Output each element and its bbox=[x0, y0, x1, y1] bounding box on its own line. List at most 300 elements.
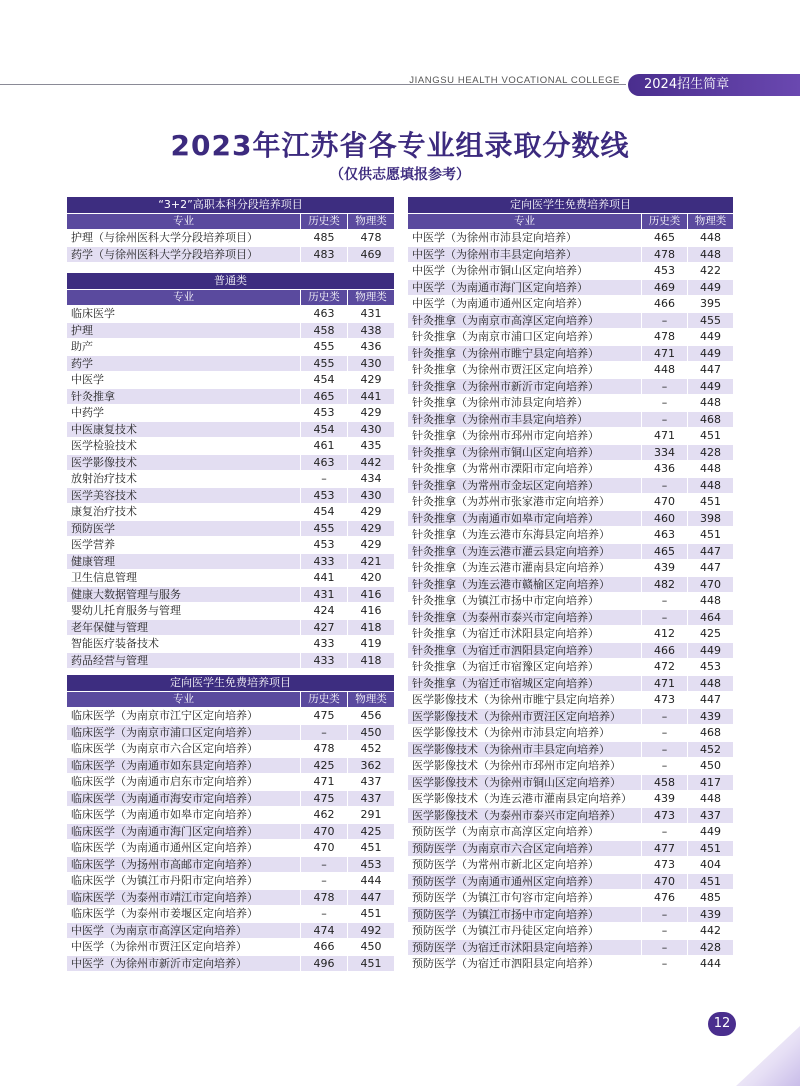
physics-score: 417 bbox=[688, 774, 734, 791]
physics-score: 428 bbox=[688, 939, 734, 956]
physics-score: 362 bbox=[348, 757, 395, 774]
table-row bbox=[408, 708, 734, 725]
major-cell: 医学影像技术（为连云港市灌南县定向培养） bbox=[408, 791, 642, 808]
history-score: 474 bbox=[301, 922, 348, 939]
major-cell: 针灸推拿（为连云港市灌南县定向培养） bbox=[408, 560, 642, 577]
table-row bbox=[67, 454, 395, 471]
physics-score: 398 bbox=[688, 510, 734, 527]
history-score: – bbox=[642, 741, 688, 758]
table-row bbox=[408, 791, 734, 808]
physics-score: 485 bbox=[688, 890, 734, 907]
table-row bbox=[67, 570, 395, 587]
physics-score: 395 bbox=[688, 296, 734, 313]
physics-score: 425 bbox=[688, 626, 734, 643]
history-score: 458 bbox=[301, 322, 348, 339]
table-row bbox=[408, 560, 734, 577]
col-header-history: 历史类 bbox=[301, 213, 348, 230]
history-score: 485 bbox=[301, 230, 348, 247]
physics-score: 449 bbox=[688, 329, 734, 346]
col-header-physics: 物理类 bbox=[348, 289, 395, 306]
physics-score: 448 bbox=[688, 791, 734, 808]
history-score: 470 bbox=[642, 494, 688, 511]
table-row bbox=[408, 411, 734, 428]
table-row bbox=[408, 609, 734, 626]
major-cell: 针灸推拿（为南京市浦口区定向培养） bbox=[408, 329, 642, 346]
major-cell: 药学（与徐州医科大学分段培养项目） bbox=[67, 246, 301, 263]
major-cell: 助产 bbox=[67, 339, 301, 356]
history-score: 455 bbox=[301, 355, 348, 372]
table-row bbox=[408, 626, 734, 643]
physics-score: 447 bbox=[348, 889, 395, 906]
history-score: 466 bbox=[642, 642, 688, 659]
history-score: 496 bbox=[301, 955, 348, 972]
major-cell: 临床医学（为南京市江宁区定向培养） bbox=[67, 708, 301, 725]
history-score: – bbox=[642, 609, 688, 626]
physics-score: 469 bbox=[348, 246, 395, 263]
major-cell: 中医学（为南京市高淳区定向培养） bbox=[67, 922, 301, 939]
physics-score: 291 bbox=[348, 807, 395, 824]
table-row bbox=[408, 824, 734, 841]
history-score: 462 bbox=[301, 807, 348, 824]
history-score: 478 bbox=[642, 246, 688, 263]
major-cell: 针灸推拿 bbox=[67, 388, 301, 405]
physics-score: 453 bbox=[348, 856, 395, 873]
table-row bbox=[67, 636, 395, 653]
major-cell: 药品经营与管理 bbox=[67, 652, 301, 669]
major-cell: 医学美容技术 bbox=[67, 487, 301, 504]
history-score: – bbox=[642, 378, 688, 395]
physics-score: 442 bbox=[688, 923, 734, 940]
major-cell: 中医康复技术 bbox=[67, 421, 301, 438]
major-cell: 针灸推拿（为徐州市铜山区定向培养） bbox=[408, 444, 642, 461]
table-targeted-right bbox=[407, 196, 734, 973]
history-score: – bbox=[642, 923, 688, 940]
major-cell: 预防医学（为镇江市句容市定向培养） bbox=[408, 890, 642, 907]
physics-score: 439 bbox=[688, 906, 734, 923]
major-cell: 预防医学（为宿迁市沭阳县定向培养） bbox=[408, 939, 642, 956]
major-cell: 临床医学（为南通市启东市定向培养） bbox=[67, 774, 301, 791]
history-score: 465 bbox=[642, 230, 688, 247]
history-score: – bbox=[642, 312, 688, 329]
major-cell: 健康大数据管理与服务 bbox=[67, 586, 301, 603]
col-header-history: 历史类 bbox=[301, 289, 348, 306]
physics-score: 404 bbox=[688, 857, 734, 874]
history-score: 463 bbox=[301, 306, 348, 323]
major-cell: 卫生信息管理 bbox=[67, 570, 301, 587]
major-cell: 临床医学（为南通市海安市定向培养） bbox=[67, 790, 301, 807]
physics-score: 441 bbox=[348, 388, 395, 405]
history-score: 482 bbox=[642, 576, 688, 593]
major-cell: 临床医学（为南通市通州区定向培养） bbox=[67, 840, 301, 857]
major-cell: 针灸推拿（为南通市如皋市定向培养） bbox=[408, 510, 642, 527]
history-score: 466 bbox=[642, 296, 688, 313]
physics-score: 421 bbox=[348, 553, 395, 570]
physics-score: 449 bbox=[688, 824, 734, 841]
physics-score: 447 bbox=[688, 560, 734, 577]
history-score: 441 bbox=[301, 570, 348, 587]
major-cell: 智能医疗装备技术 bbox=[67, 636, 301, 653]
table-row bbox=[408, 576, 734, 593]
major-cell: 针灸推拿（为泰州市泰兴市定向培养） bbox=[408, 609, 642, 626]
major-cell: 临床医学（为镇江市丹阳市定向培养） bbox=[67, 873, 301, 890]
major-cell: 针灸推拿（为徐州市沛县定向培养） bbox=[408, 395, 642, 412]
major-cell: 医学检验技术 bbox=[67, 438, 301, 455]
physics-score: 451 bbox=[688, 428, 734, 445]
physics-score: 447 bbox=[688, 543, 734, 560]
table-row bbox=[408, 642, 734, 659]
history-score: 471 bbox=[642, 675, 688, 692]
major-cell: 针灸推拿（为常州市金坛区定向培养） bbox=[408, 477, 642, 494]
history-score: 475 bbox=[301, 708, 348, 725]
history-score: 471 bbox=[642, 345, 688, 362]
physics-score: 431 bbox=[348, 306, 395, 323]
table-row bbox=[67, 823, 395, 840]
history-score: – bbox=[642, 824, 688, 841]
table-row bbox=[408, 345, 734, 362]
table-row bbox=[408, 593, 734, 610]
table-row bbox=[408, 510, 734, 527]
major-cell: 临床医学（为泰州市姜堰区定向培养） bbox=[67, 906, 301, 923]
major-cell: 临床医学（为南通市如东县定向培养） bbox=[67, 757, 301, 774]
table-row bbox=[67, 471, 395, 488]
table-general bbox=[66, 272, 395, 669]
table-row bbox=[408, 906, 734, 923]
major-cell: 中医学（为南通市海门区定向培养） bbox=[408, 279, 642, 296]
history-score: – bbox=[301, 873, 348, 890]
table-row bbox=[408, 857, 734, 874]
table-heading: 普通类 bbox=[67, 273, 395, 290]
history-score: 424 bbox=[301, 603, 348, 620]
major-cell: 临床医学（为南通市海门区定向培养） bbox=[67, 823, 301, 840]
history-score: 478 bbox=[301, 889, 348, 906]
table-row bbox=[408, 725, 734, 742]
history-score: 473 bbox=[642, 857, 688, 874]
major-cell: 针灸推拿（为宿迁市宿豫区定向培养） bbox=[408, 659, 642, 676]
major-cell: 预防医学（为南通市通州区定向培养） bbox=[408, 873, 642, 890]
major-cell: 针灸推拿（为南京市高淳区定向培养） bbox=[408, 312, 642, 329]
physics-score: 430 bbox=[348, 487, 395, 504]
column-header-row bbox=[408, 213, 734, 230]
history-score: 473 bbox=[642, 692, 688, 709]
major-cell: 婴幼儿托育服务与管理 bbox=[67, 603, 301, 620]
history-score: 470 bbox=[301, 823, 348, 840]
table-row bbox=[408, 246, 734, 263]
table-row bbox=[408, 444, 734, 461]
table-row bbox=[408, 279, 734, 296]
table-row bbox=[67, 421, 395, 438]
table-row bbox=[67, 487, 395, 504]
page-number: 12 bbox=[708, 1012, 736, 1036]
table-row bbox=[67, 807, 395, 824]
table-row bbox=[67, 856, 395, 873]
physics-score: 444 bbox=[688, 956, 734, 973]
col-header-history: 历史类 bbox=[642, 213, 688, 230]
table-row bbox=[67, 504, 395, 521]
history-score: – bbox=[301, 724, 348, 741]
major-cell: 针灸推拿（为徐州市丰县定向培养） bbox=[408, 411, 642, 428]
physics-score: 451 bbox=[348, 955, 395, 972]
physics-score: 448 bbox=[688, 230, 734, 247]
history-score: 475 bbox=[301, 790, 348, 807]
table-row bbox=[67, 840, 395, 857]
history-score: 436 bbox=[642, 461, 688, 478]
history-score: 478 bbox=[301, 741, 348, 758]
physics-score: 418 bbox=[348, 619, 395, 636]
table-row bbox=[408, 296, 734, 313]
history-score: – bbox=[301, 856, 348, 873]
history-score: 470 bbox=[301, 840, 348, 857]
history-score: 454 bbox=[301, 421, 348, 438]
table-row bbox=[67, 246, 395, 263]
table-row bbox=[67, 873, 395, 890]
table-heading-row bbox=[67, 675, 395, 692]
table-row bbox=[67, 774, 395, 791]
history-score: 471 bbox=[642, 428, 688, 445]
major-cell: 康复治疗技术 bbox=[67, 504, 301, 521]
table-row bbox=[408, 428, 734, 445]
table-row bbox=[408, 329, 734, 346]
major-cell: 针灸推拿（为连云港市灌云县定向培养） bbox=[408, 543, 642, 560]
physics-score: 470 bbox=[688, 576, 734, 593]
table-row bbox=[408, 923, 734, 940]
physics-score: 452 bbox=[688, 741, 734, 758]
table-row bbox=[408, 741, 734, 758]
table-row bbox=[408, 378, 734, 395]
major-cell: 针灸推拿（为连云港市东海县定向培养） bbox=[408, 527, 642, 544]
table-row bbox=[67, 438, 395, 455]
history-score: – bbox=[642, 758, 688, 775]
physics-score: 455 bbox=[688, 312, 734, 329]
table-heading: “3+2”高职本科分段培养项目 bbox=[67, 197, 395, 214]
history-score: 453 bbox=[301, 487, 348, 504]
history-score: 425 bbox=[301, 757, 348, 774]
physics-score: 464 bbox=[688, 609, 734, 626]
history-score: 465 bbox=[301, 388, 348, 405]
history-score: 454 bbox=[301, 504, 348, 521]
col-header-major: 专业 bbox=[67, 213, 301, 230]
table-row bbox=[67, 939, 395, 956]
column-header-row bbox=[67, 289, 395, 306]
major-cell: 中药学 bbox=[67, 405, 301, 422]
table-row bbox=[408, 543, 734, 560]
physics-score: 429 bbox=[348, 372, 395, 389]
major-cell: 医学影像技术（为徐州市邳州市定向培养） bbox=[408, 758, 642, 775]
physics-score: 448 bbox=[688, 461, 734, 478]
history-score: – bbox=[642, 906, 688, 923]
table-row bbox=[67, 520, 395, 537]
major-cell: 针灸推拿（为宿迁市沭阳县定向培养） bbox=[408, 626, 642, 643]
college-name: JIANGSU HEALTH VOCATIONAL COLLEGE bbox=[409, 75, 620, 86]
table-row bbox=[408, 675, 734, 692]
history-score: 431 bbox=[301, 586, 348, 603]
table-row bbox=[408, 890, 734, 907]
physics-score: 430 bbox=[348, 421, 395, 438]
history-score: 455 bbox=[301, 520, 348, 537]
table-row bbox=[67, 757, 395, 774]
major-cell: 预防医学（为南京市高淳区定向培养） bbox=[408, 824, 642, 841]
table-row bbox=[67, 724, 395, 741]
major-cell: 中医学（为徐州市铜山区定向培养） bbox=[408, 263, 642, 280]
history-score: 463 bbox=[301, 454, 348, 471]
physics-score: 448 bbox=[688, 246, 734, 263]
history-score: – bbox=[642, 939, 688, 956]
major-cell: 临床医学（为南通市如皋市定向培养） bbox=[67, 807, 301, 824]
physics-score: 437 bbox=[688, 807, 734, 824]
table-row bbox=[67, 306, 395, 323]
physics-score: 430 bbox=[348, 355, 395, 372]
major-cell: 预防医学（为常州市新北区定向培养） bbox=[408, 857, 642, 874]
history-score: – bbox=[301, 906, 348, 923]
table-row bbox=[67, 322, 395, 339]
major-cell: 医学影像技术（为泰州市泰兴市定向培养） bbox=[408, 807, 642, 824]
major-cell: 针灸推拿（为徐州市睢宁县定向培养） bbox=[408, 345, 642, 362]
major-cell: 护理 bbox=[67, 322, 301, 339]
history-score: 453 bbox=[301, 405, 348, 422]
table-heading: 定向医学生免费培养项目 bbox=[67, 675, 395, 692]
major-cell: 临床医学（为泰州市靖江市定向培养） bbox=[67, 889, 301, 906]
history-score: – bbox=[642, 956, 688, 973]
corner-decoration bbox=[736, 1026, 800, 1086]
table-row bbox=[408, 840, 734, 857]
table-row bbox=[408, 527, 734, 544]
brochure-badge: 2024招生简章 bbox=[628, 74, 800, 96]
table-row bbox=[408, 230, 734, 247]
history-score: 334 bbox=[642, 444, 688, 461]
table-heading: 定向医学生免费培养项目 bbox=[408, 197, 734, 214]
physics-score: 437 bbox=[348, 774, 395, 791]
table-row bbox=[67, 922, 395, 939]
col-header-physics: 物理类 bbox=[348, 691, 395, 708]
history-score: 433 bbox=[301, 636, 348, 653]
table-row bbox=[408, 395, 734, 412]
major-cell: 针灸推拿（为宿迁市泗阳县定向培养） bbox=[408, 642, 642, 659]
physics-score: 448 bbox=[688, 675, 734, 692]
physics-score: 444 bbox=[348, 873, 395, 890]
physics-score: 425 bbox=[348, 823, 395, 840]
page-title: 2023年江苏省各专业组录取分数线 bbox=[170, 129, 630, 162]
table-targeted-left bbox=[66, 674, 395, 972]
history-score: 461 bbox=[301, 438, 348, 455]
major-cell: 临床医学（为南京市六合区定向培养） bbox=[67, 741, 301, 758]
major-cell: 中医学（为徐州市贾汪区定向培养） bbox=[67, 939, 301, 956]
major-cell: 药学 bbox=[67, 355, 301, 372]
table-row bbox=[67, 652, 395, 669]
table-row bbox=[408, 362, 734, 379]
history-score: 470 bbox=[642, 873, 688, 890]
history-score: 439 bbox=[642, 560, 688, 577]
major-cell: 放射治疗技术 bbox=[67, 471, 301, 488]
major-cell: 针灸推拿（为徐州市贾汪区定向培养） bbox=[408, 362, 642, 379]
major-cell: 针灸推拿（为常州市溧阳市定向培养） bbox=[408, 461, 642, 478]
major-cell: 针灸推拿（为徐州市邳州市定向培养） bbox=[408, 428, 642, 445]
physics-score: 452 bbox=[348, 741, 395, 758]
physics-score: 435 bbox=[348, 438, 395, 455]
physics-score: 429 bbox=[348, 520, 395, 537]
history-score: 472 bbox=[642, 659, 688, 676]
physics-score: 451 bbox=[688, 873, 734, 890]
history-score: 453 bbox=[642, 263, 688, 280]
physics-score: 438 bbox=[348, 322, 395, 339]
table-row bbox=[408, 807, 734, 824]
history-score: 439 bbox=[642, 791, 688, 808]
table-row bbox=[408, 873, 734, 890]
table-row bbox=[408, 477, 734, 494]
physics-score: 439 bbox=[688, 708, 734, 725]
table-row bbox=[408, 312, 734, 329]
major-cell: 预防医学（为宿迁市泗阳县定向培养） bbox=[408, 956, 642, 973]
physics-score: 449 bbox=[688, 279, 734, 296]
history-score: – bbox=[642, 708, 688, 725]
history-score: – bbox=[642, 725, 688, 742]
physics-score: 434 bbox=[348, 471, 395, 488]
table-row bbox=[67, 586, 395, 603]
physics-score: 448 bbox=[688, 395, 734, 412]
physics-score: 451 bbox=[688, 527, 734, 544]
physics-score: 437 bbox=[348, 790, 395, 807]
major-cell: 预防医学（为镇江市丹徒区定向培养） bbox=[408, 923, 642, 940]
physics-score: 451 bbox=[688, 840, 734, 857]
history-score: 412 bbox=[642, 626, 688, 643]
physics-score: 478 bbox=[348, 230, 395, 247]
table-row bbox=[408, 692, 734, 709]
history-score: 463 bbox=[642, 527, 688, 544]
physics-score: 451 bbox=[688, 494, 734, 511]
physics-score: 492 bbox=[348, 922, 395, 939]
table-row bbox=[67, 405, 395, 422]
major-cell: 临床医学（为扬州市高邮市定向培养） bbox=[67, 856, 301, 873]
major-cell: 预防医学（为镇江市扬中市定向培养） bbox=[408, 906, 642, 923]
history-score: 465 bbox=[642, 543, 688, 560]
physics-score: 447 bbox=[688, 362, 734, 379]
major-cell: 中医学（为南通市通州区定向培养） bbox=[408, 296, 642, 313]
history-score: – bbox=[642, 477, 688, 494]
physics-score: 451 bbox=[348, 840, 395, 857]
physics-score: 436 bbox=[348, 339, 395, 356]
history-score: 477 bbox=[642, 840, 688, 857]
table-row bbox=[67, 741, 395, 758]
history-score: 469 bbox=[642, 279, 688, 296]
col-header-physics: 物理类 bbox=[348, 213, 395, 230]
table-row bbox=[67, 230, 395, 247]
major-cell: 临床医学（为南京市浦口区定向培养） bbox=[67, 724, 301, 741]
history-score: 433 bbox=[301, 652, 348, 669]
table-row bbox=[408, 494, 734, 511]
table-row bbox=[67, 603, 395, 620]
table-row bbox=[67, 619, 395, 636]
physics-score: 442 bbox=[348, 454, 395, 471]
history-score: – bbox=[642, 411, 688, 428]
table-row bbox=[408, 774, 734, 791]
physics-score: 449 bbox=[688, 642, 734, 659]
col-header-major: 专业 bbox=[67, 289, 301, 306]
major-cell: 预防医学（为南京市六合区定向培养） bbox=[408, 840, 642, 857]
history-score: 476 bbox=[642, 890, 688, 907]
major-cell: 中医学（为徐州市新沂市定向培养） bbox=[67, 955, 301, 972]
physics-score: 448 bbox=[688, 593, 734, 610]
history-score: 466 bbox=[301, 939, 348, 956]
physics-score: 422 bbox=[688, 263, 734, 280]
table-heading-row bbox=[67, 273, 395, 290]
physics-score: 456 bbox=[348, 708, 395, 725]
major-cell: 医学影像技术（为徐州市沛县定向培养） bbox=[408, 725, 642, 742]
history-score: – bbox=[642, 593, 688, 610]
table-row bbox=[67, 889, 395, 906]
column-header-row bbox=[67, 213, 395, 230]
table-row bbox=[67, 790, 395, 807]
physics-score: 449 bbox=[688, 345, 734, 362]
major-cell: 中医学（为徐州市沛县定向培养） bbox=[408, 230, 642, 247]
table-heading-row bbox=[408, 197, 734, 214]
